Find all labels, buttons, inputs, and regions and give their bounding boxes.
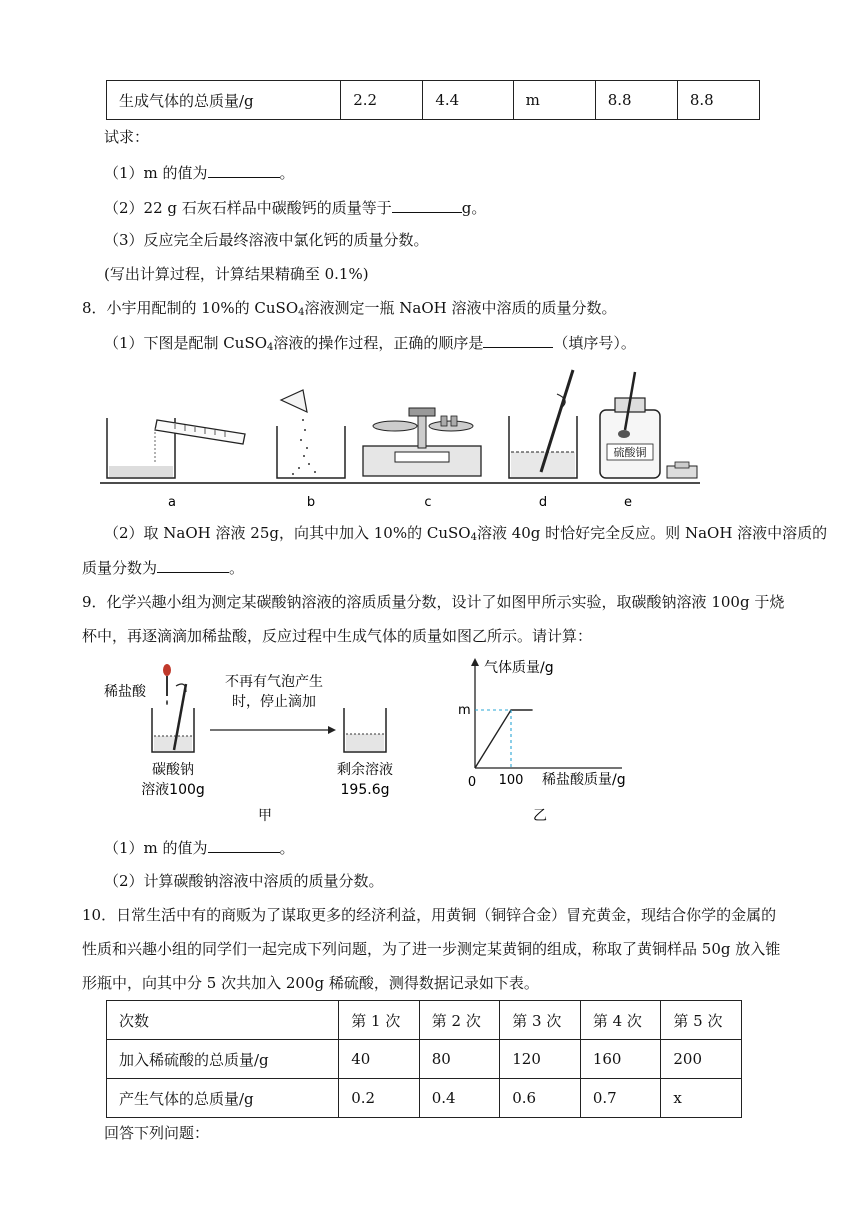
- table-cell: 40: [339, 1040, 420, 1079]
- q8-part1-a: （1）下图是配制 CuSO: [104, 334, 268, 352]
- chart-x-tick: 100: [498, 773, 524, 788]
- q9-part2: （2）计算碳酸钠溶液中溶质的质量分数。: [104, 872, 384, 890]
- figure-label: a: [168, 495, 176, 510]
- table-cell: 8.8: [595, 81, 677, 120]
- dropper-icon: [163, 664, 171, 705]
- balance-icon: [363, 408, 481, 476]
- table-row: [107, 1040, 742, 1079]
- table-cell: 80: [419, 1040, 500, 1079]
- table-cell: 200: [661, 1040, 742, 1079]
- q9-stem-line1: 9．化学兴趣小组为测定某碳酸钠溶液的溶质质量分数，设计了如图甲所示实验，取碳酸钠溶液 100g 于烧: [82, 593, 785, 611]
- table-header-cell: 第 3 次: [500, 1001, 581, 1040]
- q8-part2-d: 。: [229, 559, 245, 577]
- table-cell: 4.4: [423, 81, 513, 120]
- beaker-solid-icon: [277, 390, 345, 478]
- q9-part1: [104, 836, 295, 859]
- chart-ylabel: 气体质量/g: [484, 660, 554, 676]
- q8-part2-line1: [104, 522, 827, 549]
- answer-blank[interactable]: [157, 556, 229, 573]
- beaker-right-icon: [344, 708, 386, 752]
- table-cell: 0.4: [419, 1079, 500, 1118]
- table-cell: 加入稀硫酸的总质量/g: [107, 1040, 339, 1079]
- acid-label: 稀盐酸: [104, 684, 146, 700]
- q8-part2-b: 溶液 40g 时恰好完全反应。则 NaOH 溶液中溶质的: [476, 524, 828, 542]
- figure-label: d: [538, 495, 548, 510]
- q7-part1-end: 。: [279, 164, 295, 182]
- table-header-cell: 第 2 次: [419, 1001, 500, 1040]
- table-cell: 0.7: [580, 1079, 661, 1118]
- beaker-right-label-1: 剩余溶液: [337, 762, 393, 778]
- q8-part1-b: 溶液的操作过程，正确的顺序是: [273, 334, 484, 352]
- table-header-cell: 第 1 次: [339, 1001, 420, 1040]
- answer-blank[interactable]: [483, 331, 553, 348]
- series-line: [475, 710, 533, 768]
- chart-origin-tick: 0: [467, 775, 477, 790]
- acid-data-table: [106, 1000, 742, 1118]
- experiment-figure-jia: [96, 658, 426, 828]
- table-cell: 160: [580, 1040, 661, 1079]
- table-cell: 2.2: [341, 81, 423, 120]
- beaker-left-label-2: 溶液100g: [141, 782, 205, 798]
- q8-part2-c: 质量分数为: [82, 559, 158, 577]
- chart-xlabel: 稀盐酸质量/g: [542, 772, 626, 788]
- answer-blank[interactable]: [392, 196, 462, 213]
- table-header-cell: 第 4 次: [580, 1001, 661, 1040]
- figure-caption-yi: 乙: [533, 808, 547, 824]
- reagent-bottle-icon: [600, 372, 697, 478]
- table-cell: 0.2: [339, 1079, 420, 1118]
- q10-stem-line2: 性质和兴趣小组的同学们一起完成下列问题，为了进一步测定某黄铜的组成，称取了黄铜样品 50g 放入锥: [82, 940, 781, 958]
- q8-part1: [104, 331, 636, 359]
- q7-part1: [104, 161, 295, 184]
- q10-answer-prompt: 回答下列问题：: [104, 1124, 210, 1142]
- arrow-text-1: 不再有气泡产生: [225, 674, 323, 690]
- q9-part1-text: （1）m 的值为: [104, 839, 208, 857]
- q8-part2-a: （2）取 NaOH 溶液 25g，向其中加入 10%的 CuSO: [104, 524, 471, 542]
- q10-stem-line3: 形瓶中，向其中分 5 次共加入 200g 稀硫酸，测得数据记录如下表。: [82, 974, 539, 992]
- gas-mass-table: [106, 80, 760, 120]
- q7-prompt: 试求：: [104, 128, 150, 146]
- q8-part1-c: （填序号）。: [553, 334, 636, 352]
- q8-part2-sub: 4: [470, 532, 477, 543]
- q10-stem-line1: 10．日常生活中有的商贩为了谋取更多的经济利益，用黄铜（铜锌合金）冒充黄金，现结合你学的金属的: [82, 906, 777, 924]
- table-header-cell: 次数: [107, 1001, 339, 1040]
- beaker-pouring-icon: [107, 418, 245, 478]
- gas-mass-chart: [450, 656, 650, 828]
- beaker-right-label-2: 195.6g: [340, 782, 390, 798]
- table-row: [107, 81, 760, 120]
- q7-part1-text: （1）m 的值为: [104, 164, 208, 182]
- table-row: [107, 1079, 742, 1118]
- table-header-row: [107, 1001, 742, 1040]
- q8-part2-line2: [82, 556, 244, 579]
- table-cell: 120: [500, 1040, 581, 1079]
- table-cell: 生成气体的总质量/g: [107, 81, 341, 120]
- q7-part3: （3）反应完全后最终溶液中氯化钙的质量分数。: [104, 231, 429, 249]
- q7-part2: [104, 196, 486, 219]
- figure-label: e: [624, 495, 632, 510]
- q8-stem-sub: 4: [298, 307, 305, 318]
- bottle-label: 硫酸铜: [613, 446, 647, 459]
- q8-part1-sub: 4: [267, 342, 274, 353]
- beaker-left-icon: [152, 684, 194, 752]
- q8-stem: [82, 297, 617, 324]
- table-cell: 8.8: [677, 81, 759, 120]
- table-header-cell: 第 5 次: [661, 1001, 742, 1040]
- q9-part1-end: 。: [279, 839, 295, 857]
- beaker-stirring-icon: [509, 370, 577, 478]
- table-cell: x: [661, 1079, 742, 1118]
- q8-stem-a: 8．小宇用配制的 10%的 CuSO: [82, 299, 299, 317]
- q9-stem-line2: 杯中，再逐滴滴加稀盐酸，反应过程中生成气体的质量如图乙所示。请计算：: [82, 627, 593, 645]
- table-cell: 0.6: [500, 1079, 581, 1118]
- q7-part2-text: （2）22 g 石灰石样品中碳酸钙的质量等于: [104, 199, 392, 217]
- lab-operations-figure: [95, 368, 715, 518]
- beaker-left-label-1: 碳酸钠: [152, 762, 194, 778]
- figure-label: b: [306, 495, 316, 510]
- arrow-text-2: 时，停止滴加: [232, 694, 316, 710]
- chart-y-tick-m: m: [458, 703, 471, 718]
- q7-note: (写出计算过程，计算结果精确至 0.1%): [104, 265, 369, 283]
- figure-label: c: [424, 495, 432, 510]
- answer-blank[interactable]: [208, 161, 280, 178]
- q8-stem-b: 溶液测定一瓶 NaOH 溶液中溶质的质量分数。: [304, 299, 617, 317]
- table-cell: m: [513, 81, 595, 120]
- table-cell: 产生气体的总质量/g: [107, 1079, 339, 1118]
- arrow-right-icon: [210, 726, 336, 734]
- q7-part2-end: g。: [461, 199, 487, 217]
- figure-caption-jia: 甲: [258, 808, 272, 824]
- answer-blank[interactable]: [208, 836, 280, 853]
